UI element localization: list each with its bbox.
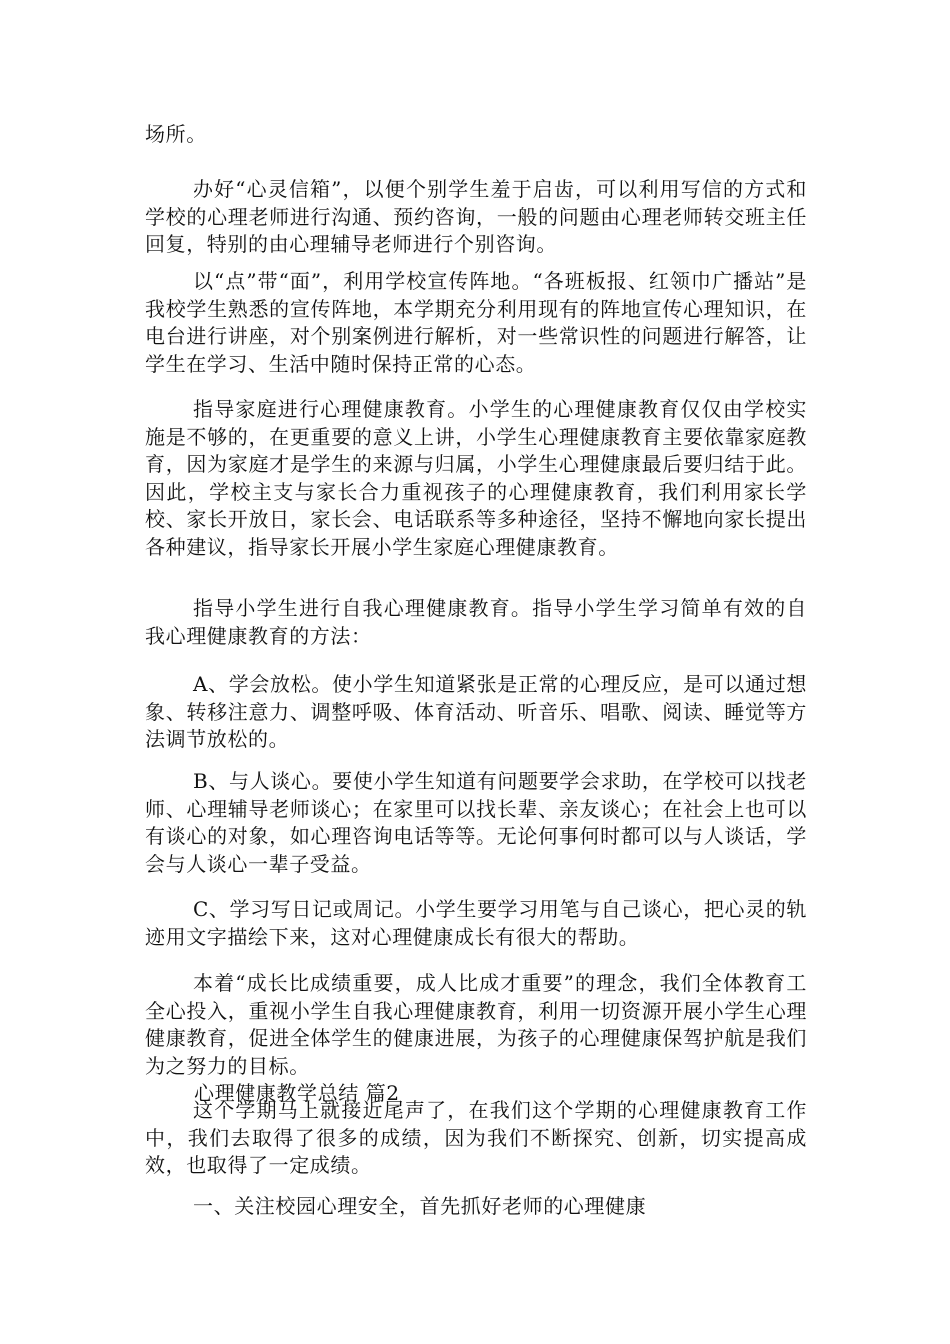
paragraph-conclusion: 本着“成长比成绩重要，成人比成才重要”的理念，我们全体教育工全心投入，重视小学生自我心理健康教育，利用一切资源开展小学生心理健康教育，促进全体学生的健康进展，为孩子的心理健康保驾护航是我们为之努力的目标。 xyxy=(145,971,807,1078)
paragraph-item-b: B、与人谈心。要使小学生知道有问题要学会求助，在学校可以找老师、心理辅导老师谈心；在家里可以找长辈、亲友谈心；在社会上也可以有谈心的对象，如心理咨询电话等等。无论何事何时都可以与人谈话，学会与人谈心一辈子受益。 xyxy=(145,769,807,876)
paragraph-section-one: 一、关注校园心理安全，首先抓好老师的心理健康 xyxy=(193,1194,647,1218)
paragraph-continuation: 场所。 xyxy=(145,122,207,146)
section-heading: 心理健康教学总结 篇2 xyxy=(194,1081,400,1105)
paragraph-mailbox: 办好“心灵信箱”，以便个别学生羞于启齿，可以利用写信的方式和学校的心理老师进行沟通、预约咨询，一般的问题由心理老师转交班主任回复，特别的由心理辅导老师进行个别咨询。 xyxy=(145,177,807,256)
paragraph-semester-intro: 这个学期马上就接近尾声了，在我们这个学期的心理健康教育工作中，我们去取得了很多的成绩，因为我们不断探究、创新，切实提高成效，也取得了一定成绩。 xyxy=(145,1098,807,1177)
paragraph-item-c: C、学习写日记或周记。小学生要学习用笔与自己谈心，把心灵的轨迹用文字描绘下来，这对心理健康成长有很大的帮助。 xyxy=(145,897,807,949)
paragraph-publicity: 以“点”带“面”，利用学校宣传阵地。“各班板报、红领巾广播站”是我校学生熟悉的宣传阵地，本学期充分利用现有的阵地宣传心理知识，在电台进行讲座，对个别案例进行解析，对一些常识性的问题进行解答，让学生在学习、生活中随时保持正常的心态。 xyxy=(145,269,807,376)
paragraph-family-education: 指导家庭进行心理健康教育。小学生的心理健康教育仅仅由学校实施是不够的，在更重要的意义上讲，小学生心理健康教育主要依靠家庭教育，因为家庭才是学生的来源与归属，小学生心理健康最后要归结于此。因此，学校主支与家长合力重视孩子的心理健康教育，我们利用家长学校、家长开放日，家长会、电话联系等多种途径，坚持不懈地向家长提出各种建议，指导家长开展小学生家庭心理健康教育。 xyxy=(145,397,807,559)
paragraph-self-education: 指导小学生进行自我心理健康教育。指导小学生学习简单有效的自我心理健康教育的方法： xyxy=(145,596,807,648)
paragraph-item-a: A、学会放松。使小学生知道紧张是正常的心理反应，是可以通过想象、转移注意力、调整呼吸、体育活动、听音乐、唱歌、阅读、睡觉等方法调节放松的。 xyxy=(145,672,807,751)
